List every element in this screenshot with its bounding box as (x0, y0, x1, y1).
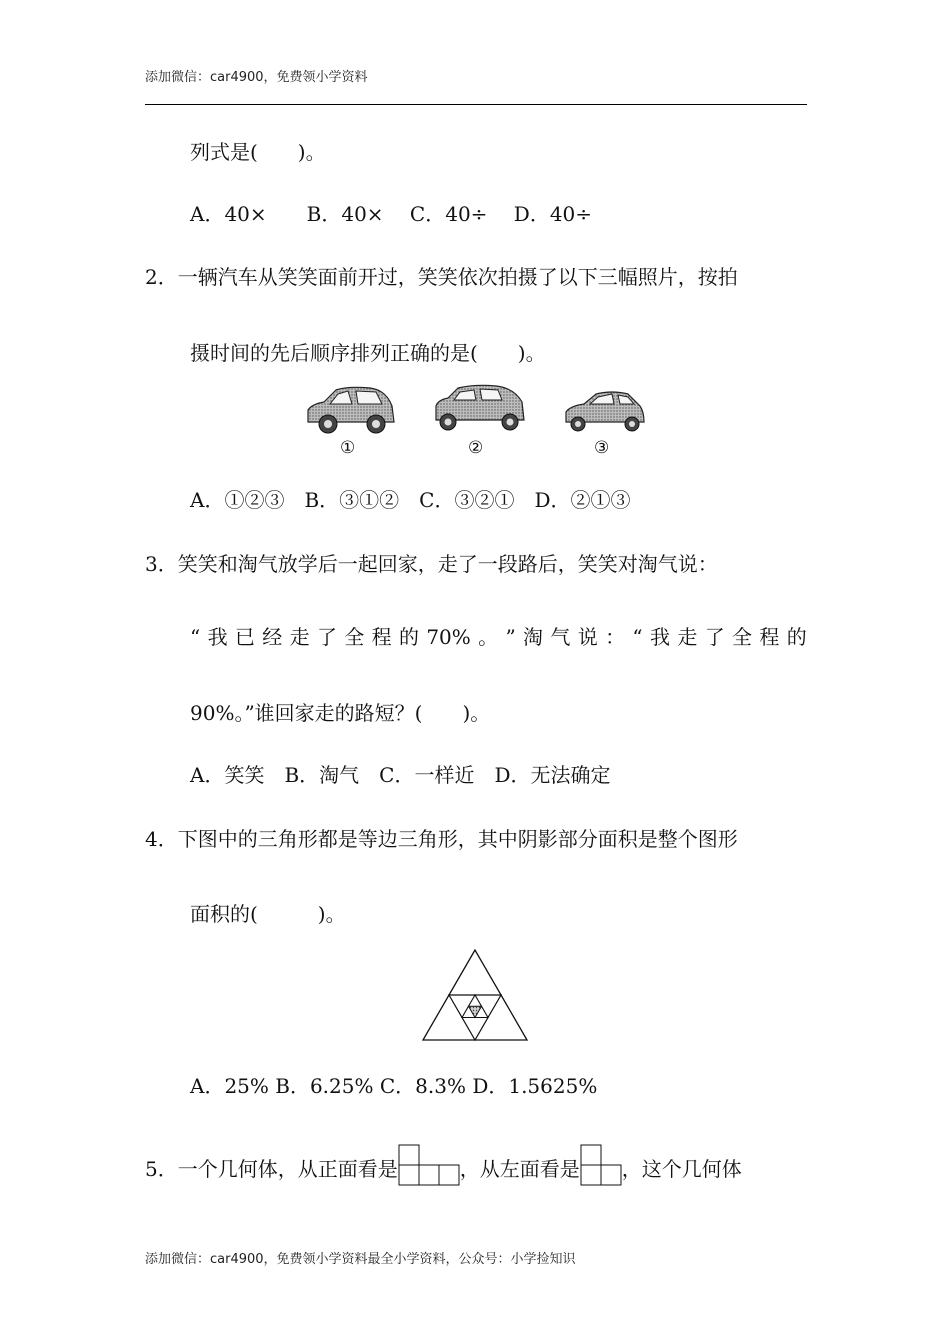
text-fragment: “ (190, 625, 201, 649)
text-fragment: 我 (650, 625, 670, 649)
header-divider (145, 104, 807, 105)
q1-options: A．40× B．40× C．40÷ D．40÷ (190, 202, 593, 226)
page-footer: 添加微信：car4900，免费领小学资料最全小学资料，公众号：小学捡知识 (145, 1252, 576, 1267)
text-fragment: 淘 (523, 625, 544, 649)
text-fragment: 了 (316, 625, 337, 649)
page-header: 添加微信：car4900，免费领小学资料 (145, 70, 368, 85)
q2-stem-line1: 2．一辆汽车从笑笑面前开过，笑笑依次拍摄了以下三幅照片，按拍 (145, 265, 738, 289)
text-fragment: 走 (677, 625, 698, 649)
q4-triangle-figure (418, 946, 532, 1044)
q3-options: A．笑笑 B．淘气 C．一样近 D．无法确定 (190, 763, 611, 787)
text-fragment: 70% (426, 625, 471, 649)
q5-text-part1: 5．一个几何体，从正面看是 (145, 1157, 398, 1181)
q3-stem-line2 (190, 625, 807, 649)
q3-stem-line1: 3．笑笑和淘气放学后一起回家，走了一段路后，笑笑对淘气说： (145, 552, 718, 576)
car-photo-1 (308, 387, 394, 433)
q2-stem-line2: 摄时间的先后顺序排列正确的是( )。 (190, 341, 546, 365)
text-fragment: 程 (371, 625, 392, 649)
text-fragment: 的 (398, 625, 419, 649)
text-fragment: 说 (577, 625, 598, 649)
q5-stem (145, 1144, 742, 1186)
q2-options: A．①②③ B．③①② C．③②① D．②①③ (190, 488, 631, 512)
q2-car-photos (300, 382, 650, 440)
car-photo-2 (436, 385, 524, 430)
car-photo-3 (566, 392, 644, 431)
text-fragment: “ (632, 625, 643, 649)
text-fragment: 气 (550, 625, 571, 649)
shaded-triangle (469, 1006, 482, 1017)
q2-caption-1: ① (340, 438, 356, 458)
q3-stem-line3: 90%。”谁回家走的路短？( )。 (190, 701, 491, 725)
text-fragment: 了 (704, 625, 725, 649)
text-fragment: 走 (289, 625, 310, 649)
front-view-figure (398, 1144, 460, 1186)
q5-text-part3: ，这个几何体 (621, 1157, 742, 1181)
text-fragment: 全 (344, 625, 365, 649)
text-fragment: 已 (234, 625, 255, 649)
text-fragment: ： (605, 625, 626, 649)
q5-text-part2: ，从左面看是 (459, 1157, 580, 1181)
q4-stem-line1: 4．下图中的三角形都是等边三角形，其中阴影部分面积是整个图形 (145, 827, 738, 851)
q1-stem-tail: 列式是( )。 (190, 140, 326, 164)
left-view-figure (580, 1144, 622, 1186)
text-fragment: 我 (207, 625, 228, 649)
q2-caption-2: ② (468, 438, 484, 458)
text-fragment: 经 (262, 625, 283, 649)
q4-options: A．25% B．6.25% C．8.3% D．1.5625% (190, 1074, 598, 1098)
text-fragment: 。 (478, 625, 499, 649)
text-fragment: 的 (786, 625, 807, 649)
text-fragment: ” (505, 625, 516, 649)
text-fragment: 全 (732, 625, 753, 649)
q4-stem-line2: 面积的( )。 (190, 902, 346, 926)
text-fragment: 程 (759, 625, 780, 649)
q2-caption-3: ③ (594, 438, 610, 458)
